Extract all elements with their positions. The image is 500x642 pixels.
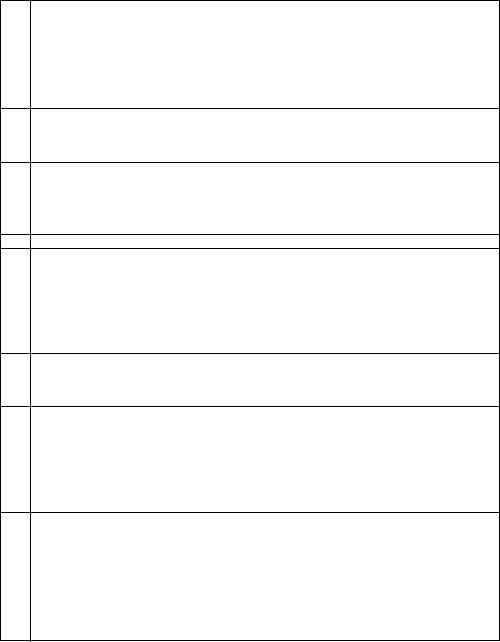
column-divider: [30, 109, 31, 162]
column-divider: [30, 354, 31, 406]
section-8: [1, 512, 499, 642]
column-divider: [30, 1, 31, 108]
section-4: [1, 234, 499, 248]
column-divider: [30, 249, 31, 353]
section-2: [1, 108, 499, 162]
column-divider: [30, 513, 31, 642]
section-1: [1, 1, 499, 108]
section-5: [1, 248, 499, 353]
column-divider: [30, 407, 31, 512]
column-divider: [30, 163, 31, 234]
column-divider: [30, 235, 31, 248]
section-3: [1, 162, 499, 234]
section-7: [1, 406, 499, 512]
section-6: [1, 353, 499, 406]
